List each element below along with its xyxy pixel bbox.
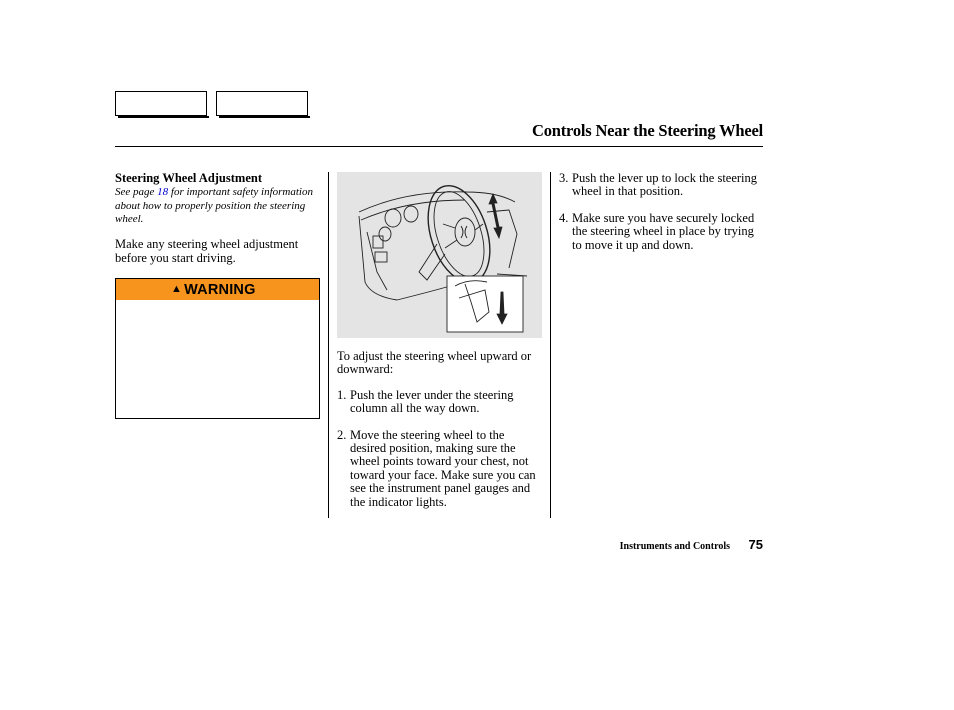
page-number: 75 — [748, 537, 763, 552]
step-number: 4. — [559, 210, 569, 225]
steering-wheel-illustration — [337, 172, 542, 338]
steering-wheel-drawing — [337, 172, 542, 338]
section-heading: Steering Wheel Adjustment — [115, 171, 262, 185]
page-link[interactable]: 18 — [157, 186, 169, 199]
step-number: 1. — [337, 387, 347, 402]
nav-box-previous[interactable] — [115, 91, 207, 116]
warning-header — [116, 279, 319, 300]
list-item — [337, 429, 542, 509]
column-divider — [328, 172, 329, 518]
list-item — [337, 389, 542, 416]
step-text: Push the lever up to lock the steering wheel in that position. — [572, 171, 758, 199]
step-text: Push the lever under the steering column all the way down. — [350, 387, 514, 416]
page-title: Controls Near the Steering Wheel — [532, 121, 763, 140]
safety-note-suffix: for important safety information about how to properly position the steering wheel. — [115, 186, 313, 225]
column-left — [115, 172, 321, 265]
warning-label: WARNING — [184, 281, 256, 298]
nav-box-next[interactable] — [216, 91, 308, 116]
footer-section-name: Instruments and Controls — [619, 541, 730, 552]
column-divider — [550, 172, 551, 518]
safety-note — [115, 186, 321, 226]
list-item — [559, 172, 763, 199]
intro-paragraph: Make any steering wheel adjustment before you start driving. — [115, 237, 299, 265]
step-number: 2. — [337, 427, 347, 442]
step-text: Move the steering wheel to the desired position, making sure the wheel points toward your chest, not toward your face. Make sure you can see the instrument panel gauges and the indicator lights. — [350, 427, 536, 509]
adjust-intro: To adjust the steering wheel upward or downward: — [337, 349, 532, 377]
step-text: Make sure you have securely locked the steering wheel in place by trying to move it up and down. — [572, 210, 755, 252]
title-rule — [115, 146, 763, 147]
list-item — [559, 212, 763, 252]
column-middle — [337, 172, 542, 509]
step-number: 3. — [559, 171, 569, 185]
warning-box — [115, 278, 320, 419]
steps-list — [337, 389, 542, 509]
warning-triangle-icon: ▲ — [171, 282, 183, 295]
column-right — [559, 172, 763, 252]
safety-note-prefix: See page — [115, 186, 158, 199]
